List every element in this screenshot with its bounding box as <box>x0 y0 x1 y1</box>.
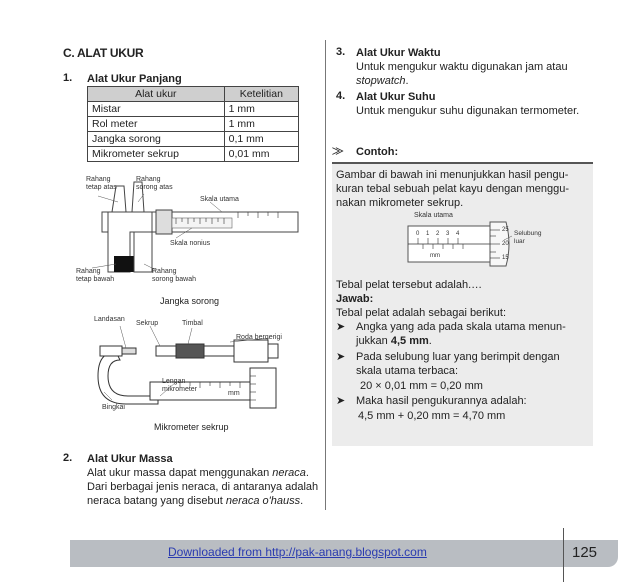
fig-sleeve-tick: 15 <box>502 255 509 261</box>
answer-result: 4,5 mm + 0,20 mm = 4,70 mm <box>358 410 506 422</box>
contoh-question: Tebal pelat tersebut adalah.… <box>336 279 483 291</box>
item-number: 4. <box>336 90 346 102</box>
label-line: Rahang <box>86 176 111 183</box>
caliper-figure <box>72 172 312 308</box>
download-link[interactable]: Downloaded from http://pak-anang.blogspot.com <box>168 545 427 559</box>
table-cell: Mikrometer sekrup <box>88 147 225 162</box>
label-bingkai: Bingkai <box>102 404 125 411</box>
fig-sleeve-tick: 20 <box>502 241 509 247</box>
table-cell: Jangka sorong <box>88 132 225 147</box>
contoh-header <box>332 146 593 162</box>
label-mm: mm <box>228 390 240 397</box>
item-number: 2. <box>63 452 73 464</box>
answer-line: Pada selubung luar yang berimpit dengan <box>356 351 560 363</box>
table-row <box>88 147 299 162</box>
contoh-p1: Gambar di bawah ini menunjukkan hasil pengu- <box>336 169 569 181</box>
bullet-icon: ➤ <box>336 321 346 333</box>
label-line: luar <box>514 238 525 245</box>
fig-mm: mm <box>430 253 440 259</box>
text: . <box>428 335 432 347</box>
item4-line1: Untuk mengukur suhu digunakan termometer. <box>356 105 580 117</box>
table-cell: 1 mm <box>224 102 298 117</box>
label-rahang-sorong-atas <box>136 176 173 192</box>
item-title-waktu: Alat Ukur Waktu <box>356 47 441 59</box>
micrometer-figure <box>80 312 310 436</box>
text: . <box>405 75 409 87</box>
contoh-title: Contoh: <box>356 146 399 158</box>
bullet-icon: ➤ <box>336 351 346 363</box>
table-row <box>88 117 299 132</box>
item-title-panjang: Alat Ukur Panjang <box>87 73 182 85</box>
text: Alat ukur massa dapat menggunakan <box>87 467 273 479</box>
text: . <box>300 495 304 507</box>
table-cell: 1 mm <box>224 117 298 132</box>
answer-calc: 20 × 0,01 mm = 0,20 mm <box>360 380 483 392</box>
label-roda-bergerigi: Roda bergerigi <box>236 334 282 341</box>
item3-line2 <box>356 74 409 88</box>
label-sekrup: Sekrup <box>136 320 159 327</box>
label-line: Lengan <box>162 378 186 385</box>
label-line: Rahang <box>136 176 161 183</box>
label-rahang-tetap-bawah <box>76 268 114 284</box>
label-rahang-sorong-bawah <box>152 268 196 284</box>
emphasis: neraca <box>272 467 306 479</box>
answer-line <box>356 334 432 348</box>
contoh-p3: nakan mikrometer sekrup. <box>336 197 464 209</box>
micrometer-drawing <box>80 312 310 436</box>
table-row <box>88 102 299 117</box>
label-lengan-mikrometer <box>162 378 197 394</box>
page-separator <box>563 528 564 582</box>
measuring-tools-table <box>87 86 299 162</box>
label-line: sorong bawah <box>152 276 196 283</box>
fig-sleeve-tick: 25 <box>502 227 509 233</box>
table-cell: 0,01 mm <box>224 147 298 162</box>
label-line: tetap atas <box>86 184 117 191</box>
text: neraca batang yang disebut <box>87 495 226 507</box>
label-line: tetap bawah <box>76 276 115 283</box>
item2-line3 <box>87 494 323 508</box>
table-cell: Rol meter <box>88 117 225 132</box>
label-landasan: Landasan <box>94 316 125 323</box>
label-skala-nonius: Skala nonius <box>170 240 211 247</box>
bullet-icon: ➤ <box>336 395 346 407</box>
label-skala-utama: Skala utama <box>200 196 239 203</box>
label-timbal: Timbal <box>182 320 203 327</box>
section-title: C. ALAT UKUR <box>63 46 144 60</box>
label-line: Rahang <box>76 268 101 275</box>
emphasis: neraca o'hauss <box>225 495 301 507</box>
text: jukkan <box>356 335 391 347</box>
label-line: sorong atas <box>136 184 173 191</box>
label-line: mikrometer <box>162 386 198 393</box>
fig-tick: 0 <box>416 231 420 237</box>
fig-selubung-luar <box>514 230 541 246</box>
item3-line1: Untuk mengukur waktu digunakan jam atau <box>356 61 568 73</box>
emphasis: 4,5 mm <box>390 335 429 347</box>
fig-tick: 4 <box>456 231 460 237</box>
fig-tick: 1 <box>426 231 430 237</box>
caliper-caption: Jangka sorong <box>160 296 220 306</box>
contoh-p2: kuran tebal sebuah pelat kayu dengan menggu- <box>336 183 570 195</box>
fig-tick: 3 <box>446 231 450 237</box>
item2-line2: Dari berbagai jenis neraca, di antaranya adalah <box>87 481 319 493</box>
micrometer-caption: Mikrometer sekrup <box>154 422 229 432</box>
fig-tick: 2 <box>436 231 440 237</box>
table-row <box>88 132 299 147</box>
column-divider <box>325 40 326 510</box>
item2-line1 <box>87 466 323 480</box>
item-number: 1. <box>63 72 73 84</box>
contoh-jawab: Jawab: <box>336 293 374 305</box>
table-header: Ketelitian <box>224 87 298 102</box>
contoh-answer-intro: Tebal pelat adalah sebagai berikut: <box>336 307 507 319</box>
label-line: Selubung <box>514 230 542 237</box>
table-header: Alat ukur <box>88 87 225 102</box>
fig-skala-utama: Skala utama <box>414 212 453 219</box>
emphasis: stopwatch <box>356 75 406 87</box>
item-title-massa: Alat Ukur Massa <box>87 453 173 465</box>
text: . <box>305 467 309 479</box>
reading-figure <box>404 212 554 272</box>
arrows-icon: ⨠ <box>332 146 344 157</box>
item-number: 3. <box>336 46 346 58</box>
page-number: 125 <box>572 544 598 561</box>
answer-line: Angka yang ada pada skala utama menun- <box>356 321 566 333</box>
label-rahang-tetap-atas <box>86 176 117 192</box>
answer-line: Maka hasil pengukurannya adalah: <box>356 395 527 407</box>
answer-line: skala utama terbaca: <box>356 365 459 377</box>
table-cell: Mistar <box>88 102 225 117</box>
table-cell: 0,1 mm <box>224 132 298 147</box>
label-line: Rahang <box>152 268 177 275</box>
item-title-suhu: Alat Ukur Suhu <box>356 91 436 103</box>
